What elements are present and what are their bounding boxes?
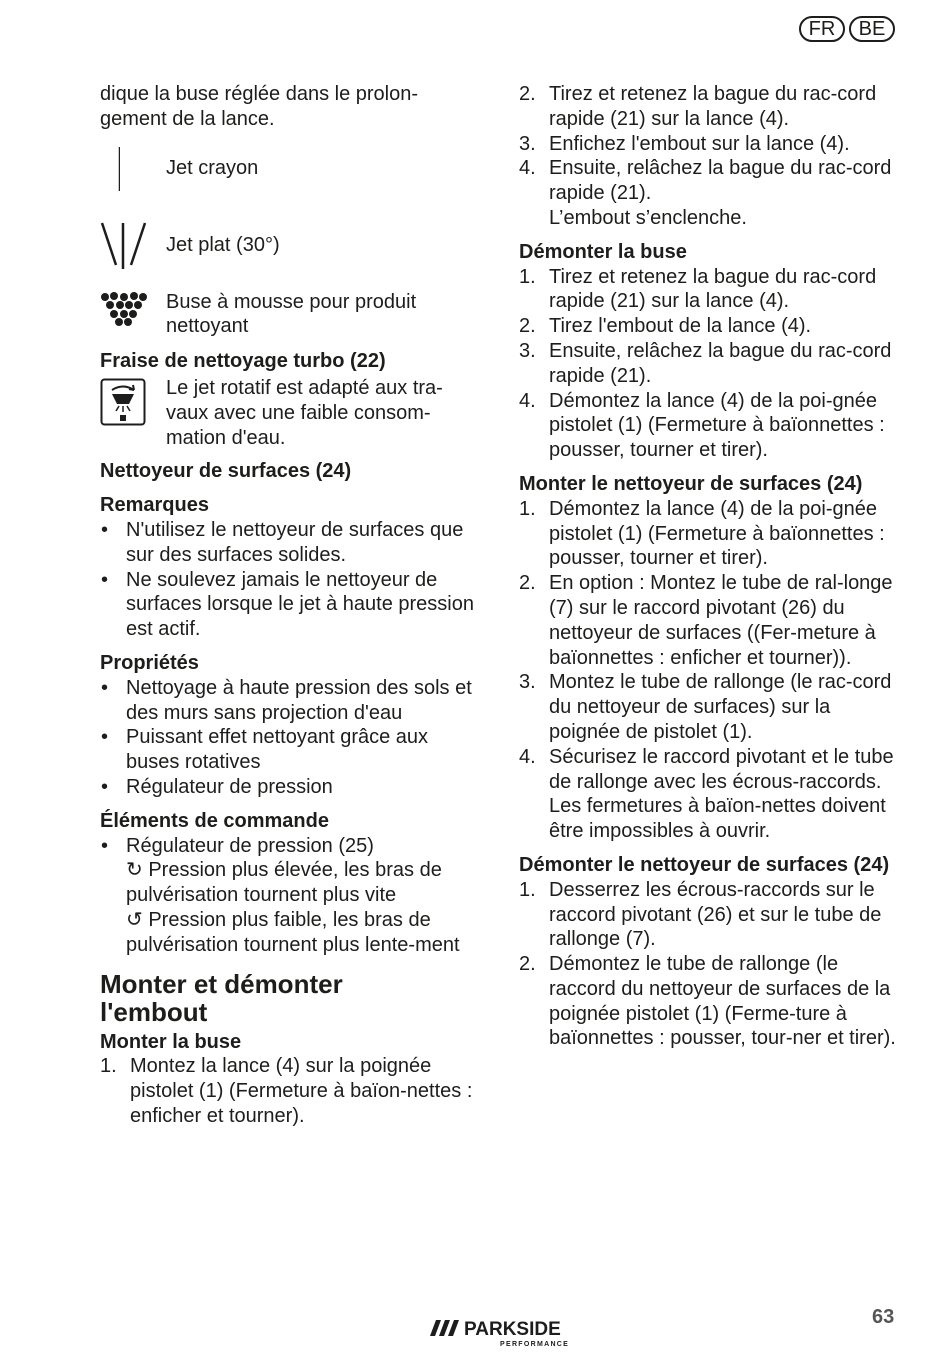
pressure-higher-note: ↻ Pression plus élevée, les bras de pulvérisation tournent plus vite bbox=[126, 859, 442, 907]
remarks-heading: Remarques bbox=[100, 494, 209, 517]
dismount-surface-cleaner-steps bbox=[519, 878, 904, 1052]
turbo-heading: Fraise de nettoyage turbo (22) bbox=[100, 350, 386, 373]
nozzle-foam bbox=[100, 290, 485, 340]
turbo-text: Le jet rotatif est adapté aux tra-vaux avec une faible consom-mation d'eau. bbox=[166, 376, 443, 449]
list-item: 4. Démontez la lance (4) de la poi-gnée pistolet (1) (Fermeture à baïonnettes : pousser, tourner et tirer). bbox=[519, 389, 885, 462]
mount-surface-cleaner-steps bbox=[519, 497, 904, 844]
nozzle-label: Jet crayon bbox=[166, 157, 259, 180]
list-item: 1. Montez la lance (4) sur la poignée pistolet (1) (Fermeture à baïon-nettes : enficher et tourner). bbox=[100, 1055, 473, 1127]
intro-text: dique la buse réglée dans le prolon-gement de la lance. bbox=[100, 83, 418, 130]
dismount-nozzle-steps bbox=[519, 265, 904, 463]
left-column bbox=[100, 82, 485, 1129]
country-badges bbox=[799, 16, 895, 42]
list-item: • Ne soulevez jamais le nettoyeur de surfaces lorsque le jet à haute pression est actif. bbox=[101, 568, 474, 641]
list-item: 2. En option : Montez le tube de ral-longe (7) sur le raccord pivotant (26) du nettoyeur de surfaces ((Fer-meture à baïonnettes : enficher et tourner)). bbox=[519, 572, 893, 669]
list-item: 2. Démontez le tube de rallonge (le raccord du nettoyeur de surfaces de la poignée pistolet (1) (Ferme-ture à baïonnettes : pousser, tour-ner et tirer). bbox=[519, 953, 896, 1050]
list-item: • Régulateur de pression bbox=[101, 775, 333, 798]
click-in-note: L’embout s’enclenche. bbox=[549, 206, 747, 229]
controls-heading: Éléments de commande bbox=[100, 809, 329, 832]
mount-nozzle-steps bbox=[100, 1054, 485, 1128]
list-item: • N'utilisez le nettoyeur de surfaces que sur des surfaces solides. bbox=[101, 518, 464, 566]
page-number: 63 bbox=[872, 1306, 895, 1328]
turbo-note bbox=[100, 376, 485, 450]
list-item: 3. Ensuite, relâchez la bague du rac-cord rapide (21). bbox=[519, 339, 892, 387]
rotate-clockwise-icon: ↻ bbox=[126, 859, 143, 882]
pressure-lower-note: ↺ Pression plus faible, les bras de pulvérisation tournent plus lente-ment bbox=[126, 908, 460, 956]
country-badge-be: BE bbox=[849, 16, 895, 42]
brand-stripes-icon bbox=[430, 1320, 459, 1336]
remarks-list bbox=[100, 518, 485, 642]
mount-nozzle-steps-continued bbox=[519, 82, 904, 231]
section-title: Monter et démonter l'embout bbox=[100, 968, 343, 1027]
list-item: 2. Tirez l'embout de la lance (4). bbox=[519, 315, 812, 338]
nozzle-label: Jet plat (30°) bbox=[166, 234, 280, 257]
list-item: • Nettoyage à haute pression des sols et des murs sans projection d'eau bbox=[101, 676, 472, 724]
surface-cleaner-heading: Nettoyeur de surfaces (24) bbox=[100, 460, 352, 483]
properties-list bbox=[100, 676, 485, 800]
list-item: 4. Ensuite, relâchez la bague du rac-cord rapide (21). L’embout s’enclenche. bbox=[519, 156, 904, 230]
dismount-nozzle-heading: Démonter la buse bbox=[519, 240, 687, 263]
turbo-rotating-jet-icon bbox=[100, 376, 166, 433]
list-item: 3. Montez le tube de rallonge (le rac-cord du nettoyeur de surfaces) sur la poignée de pistolet (1). bbox=[519, 671, 892, 743]
list-item: • Régulateur de pression (25) ↻ Pression plus élevée, les bras de pulvérisation tournent plus vite ↺ Pression plus faible, les bras de pulvérisation tournent plus lente-ment bbox=[100, 834, 485, 958]
dismount-surface-cleaner-heading: Démonter le nettoyeur de surfaces (24) bbox=[519, 853, 890, 876]
brand-name: PARKSIDE bbox=[464, 1319, 561, 1340]
country-badge-fr: FR bbox=[799, 16, 845, 42]
right-column bbox=[519, 82, 904, 1051]
controls-list bbox=[100, 834, 485, 958]
brand-subtitle: PERFORMANCE bbox=[500, 1341, 570, 1348]
nozzle-label: Buse à mousse pour produit nettoyant bbox=[166, 290, 417, 338]
nozzle-pencil-jet bbox=[100, 144, 485, 194]
nozzle-flat-jet bbox=[100, 220, 485, 272]
brand-logo bbox=[430, 1314, 590, 1355]
properties-heading: Propriétés bbox=[100, 651, 199, 674]
list-item: 2. Tirez et retenez la bague du rac-cord rapide (21) sur la lance (4). bbox=[519, 83, 877, 130]
list-item: 3. Enfichez l'embout sur la lance (4). bbox=[519, 132, 850, 155]
pencil-jet-icon bbox=[100, 145, 166, 193]
list-item: • Puissant effet nettoyant grâce aux buses rotatives bbox=[101, 726, 429, 774]
list-item: 1. Démontez la lance (4) de la poi-gnée pistolet (1) (Fermeture à baïonnettes : pousser, tourner et tirer). bbox=[519, 497, 885, 570]
rotate-counterclockwise-icon: ↺ bbox=[126, 908, 143, 931]
foam-nozzle-icon bbox=[100, 290, 166, 330]
list-item: 1. Desserrez les écrous-raccords sur le raccord pivotant (26) et sur le tube de rallonge (7). bbox=[519, 878, 882, 951]
list-item: 1. Tirez et retenez la bague du rac-cord rapide (21) sur la lance (4). bbox=[519, 265, 877, 313]
mount-surface-cleaner-heading: Monter le nettoyeur de surfaces (24) bbox=[519, 472, 863, 495]
list-item: 4. Sécurisez le raccord pivotant et le tube de rallonge avec les écrous-raccords. Les fermetures à baïon-nettes doivent être impossibles à ouvrir. bbox=[519, 745, 894, 843]
flat-jet-icon bbox=[100, 221, 166, 271]
mount-nozzle-heading: Monter la buse bbox=[100, 1030, 242, 1053]
